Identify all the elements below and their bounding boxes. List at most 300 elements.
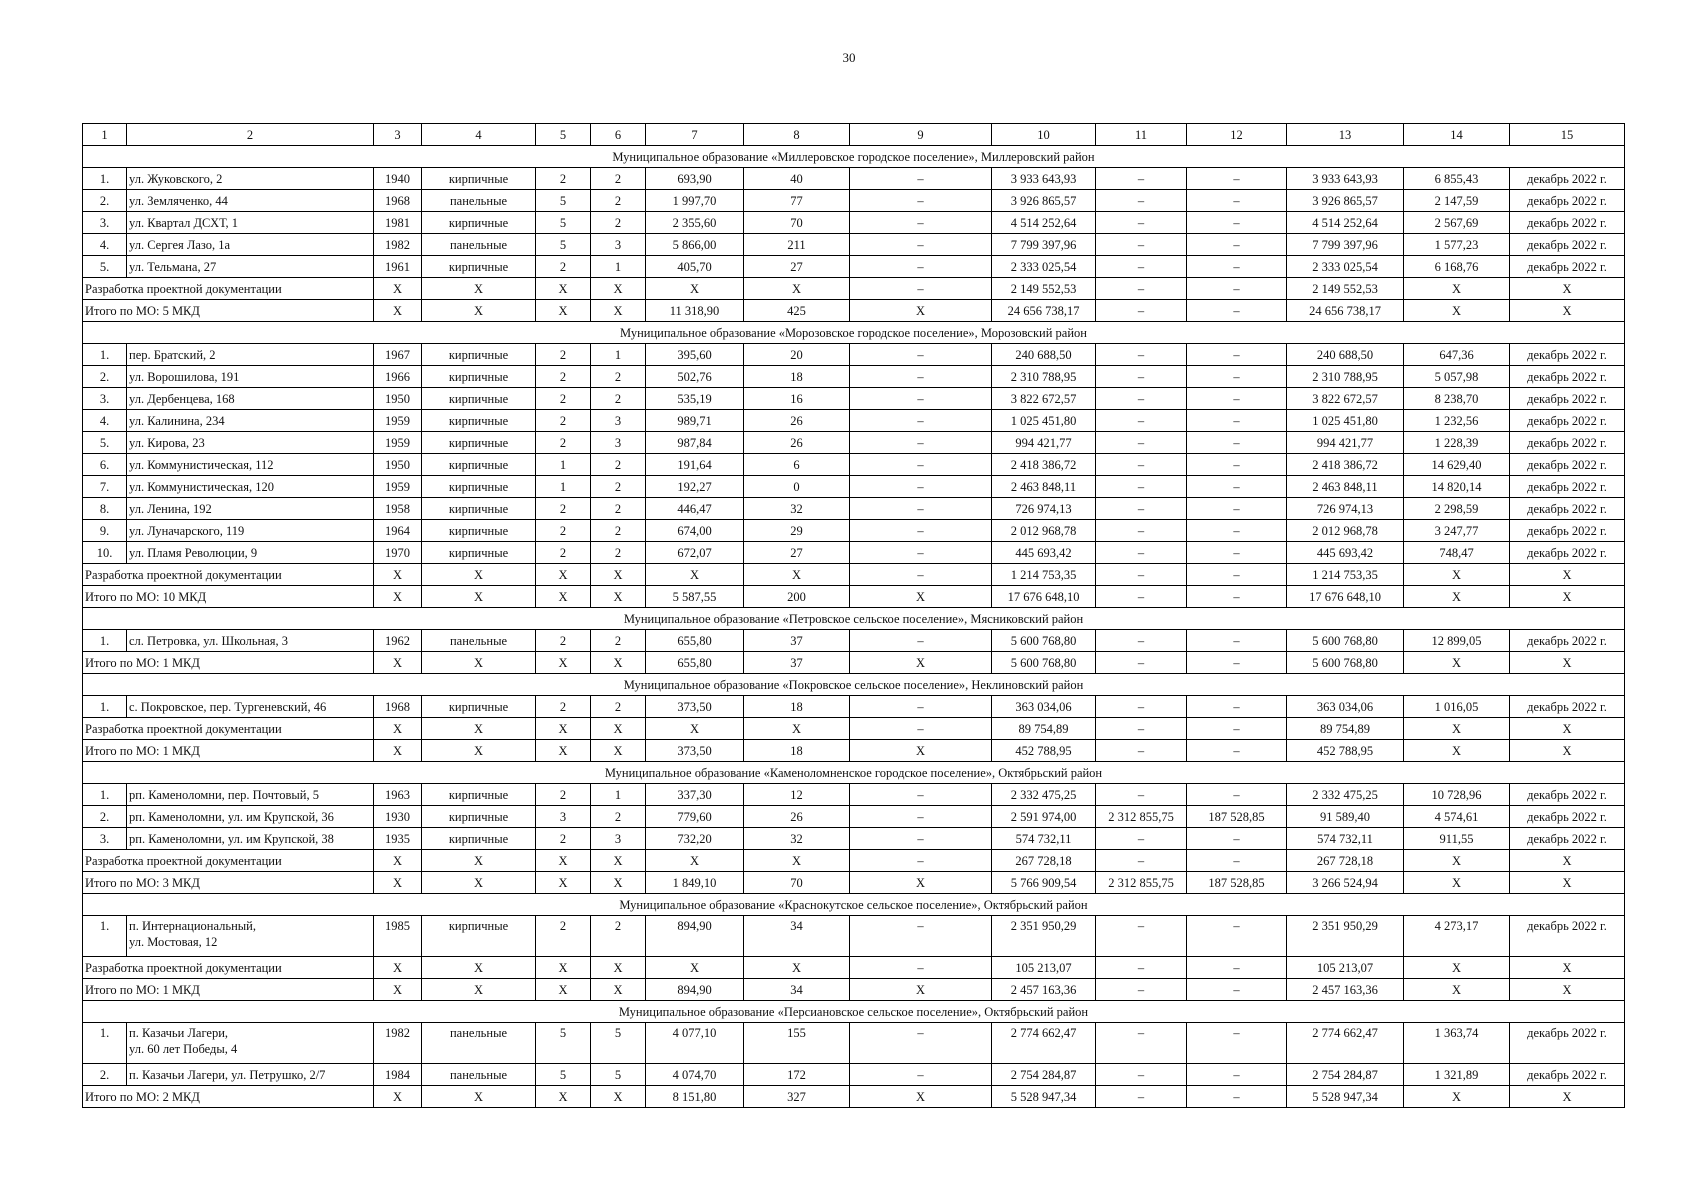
table-cell: – <box>1096 454 1187 476</box>
table-cell: 994 421,77 <box>992 432 1096 454</box>
table-cell: 2 418 386,72 <box>992 454 1096 476</box>
table-cell: 1 577,23 <box>1404 234 1510 256</box>
table-cell: 674,00 <box>646 520 744 542</box>
table-cell: 405,70 <box>646 256 744 278</box>
table-cell: X <box>1510 586 1625 608</box>
table-cell: ул. Луначарского, 119 <box>127 520 374 542</box>
table-cell: декабрь 2022 г. <box>1510 1064 1625 1086</box>
table-cell: декабрь 2022 г. <box>1510 432 1625 454</box>
table-cell: 20 <box>744 344 850 366</box>
table-cell: 6 855,43 <box>1404 168 1510 190</box>
table-cell: X <box>422 586 536 608</box>
table-cell: 34 <box>744 916 850 957</box>
section-title-row <box>83 322 1625 344</box>
table-cell: 14 629,40 <box>1404 454 1510 476</box>
table-cell: 3 <box>374 124 422 146</box>
table-cell: 3 <box>591 410 646 432</box>
table-cell: 5 528 947,34 <box>1287 1086 1404 1108</box>
table-cell: 4 077,10 <box>646 1023 744 1064</box>
table-cell: 655,80 <box>646 652 744 674</box>
table-row <box>83 168 1625 190</box>
table-cell: 2 463 848,11 <box>992 476 1096 498</box>
table-cell: 3 266 524,94 <box>1287 872 1404 894</box>
table-cell: декабрь 2022 г. <box>1510 542 1625 564</box>
table-cell: X <box>536 718 591 740</box>
table-cell: 18 <box>744 696 850 718</box>
table-cell: декабрь 2022 г. <box>1510 256 1625 278</box>
table-cell: X <box>536 278 591 300</box>
table-cell: рп. Каменоломни, пер. Почтовый, 5 <box>127 784 374 806</box>
table-cell: 1985 <box>374 916 422 957</box>
table-cell: кирпичные <box>422 212 536 234</box>
table-cell: 3 <box>591 432 646 454</box>
table-cell: 6 <box>591 124 646 146</box>
table-cell: – <box>850 212 992 234</box>
table-cell: ул. Коммунистическая, 120 <box>127 476 374 498</box>
table-cell: декабрь 2022 г. <box>1510 784 1625 806</box>
table-cell: 1 321,89 <box>1404 1064 1510 1086</box>
table-cell: – <box>1096 740 1187 762</box>
table-cell: – <box>1096 410 1187 432</box>
table-cell: X <box>374 278 422 300</box>
table-cell: 267 728,18 <box>1287 850 1404 872</box>
table-cell: рп. Каменоломни, ул. им Крупской, 36 <box>127 806 374 828</box>
table-cell: X <box>374 564 422 586</box>
table-cell: 1958 <box>374 498 422 520</box>
table-cell: X <box>591 652 646 674</box>
table-cell: 748,47 <box>1404 542 1510 564</box>
table-cell: – <box>1096 190 1187 212</box>
table-cell: Итого по МО: 10 МКД <box>83 586 374 608</box>
table-cell: 655,80 <box>646 630 744 652</box>
table-cell: 32 <box>744 828 850 850</box>
table-cell: 1950 <box>374 388 422 410</box>
table-cell: – <box>850 564 992 586</box>
table-cell: 2 <box>536 256 591 278</box>
table-cell: – <box>1096 300 1187 322</box>
table-cell: Муниципальное образование «Каменоломненское городское поселение», Октябрьский район <box>83 762 1625 784</box>
table-cell: – <box>1187 542 1287 564</box>
table-cell: – <box>850 278 992 300</box>
table-cell: кирпичные <box>422 432 536 454</box>
table-cell: 5 600 768,80 <box>992 630 1096 652</box>
table-cell: 26 <box>744 432 850 454</box>
table-cell: Муниципальное образование «Покровское сельское поселение», Неклиновский район <box>83 674 1625 696</box>
table-cell: X <box>422 718 536 740</box>
table-cell: Итого по МО: 1 МКД <box>83 652 374 674</box>
table-cell: X <box>422 850 536 872</box>
table-cell: 9 <box>850 124 992 146</box>
table-cell: 12 899,05 <box>1404 630 1510 652</box>
table-cell: 70 <box>744 212 850 234</box>
table-cell: Разработка проектной документации <box>83 850 374 872</box>
table-cell: 5 <box>536 234 591 256</box>
table-cell: X <box>1510 740 1625 762</box>
table-cell: X <box>374 586 422 608</box>
table-cell: – <box>850 957 992 979</box>
table-cell: 29 <box>744 520 850 542</box>
table-cell: 5 600 768,80 <box>1287 652 1404 674</box>
table-row <box>83 498 1625 520</box>
table-cell: – <box>850 234 992 256</box>
table-cell: 452 788,95 <box>992 740 1096 762</box>
table-cell: – <box>1187 366 1287 388</box>
table-cell: 3 926 865,57 <box>992 190 1096 212</box>
table-cell: – <box>850 498 992 520</box>
table-cell: 32 <box>744 498 850 520</box>
table-cell: кирпичные <box>422 476 536 498</box>
table-cell: 1 <box>591 256 646 278</box>
table-cell: 337,30 <box>646 784 744 806</box>
table-cell: 2 149 552,53 <box>1287 278 1404 300</box>
table-cell: 2 <box>536 410 591 432</box>
total-row <box>83 872 1625 894</box>
table-cell: X <box>1404 652 1510 674</box>
table-cell: – <box>1187 1064 1287 1086</box>
table-cell: 89 754,89 <box>1287 718 1404 740</box>
table-cell: 5 <box>536 1023 591 1064</box>
table-cell: 732,20 <box>646 828 744 850</box>
table-cell: X <box>591 872 646 894</box>
table-cell: 2 774 662,47 <box>1287 1023 1404 1064</box>
table-cell: X <box>374 300 422 322</box>
table-cell: – <box>850 256 992 278</box>
table-cell: 12 <box>744 784 850 806</box>
table-cell: 1 <box>536 454 591 476</box>
table-cell: Разработка проектной документации <box>83 718 374 740</box>
table-cell: X <box>591 1086 646 1108</box>
table-cell: 7. <box>83 476 127 498</box>
table-cell: X <box>744 850 850 872</box>
table-cell: – <box>850 432 992 454</box>
table-cell: 1 <box>591 784 646 806</box>
table-cell: X <box>1404 979 1510 1001</box>
table-cell: 6. <box>83 454 127 476</box>
table-cell: – <box>1187 278 1287 300</box>
table-cell: 2 754 284,87 <box>992 1064 1096 1086</box>
table-cell: 1970 <box>374 542 422 564</box>
table-cell: X <box>1404 300 1510 322</box>
table-cell: 105 213,07 <box>1287 957 1404 979</box>
table-row <box>83 410 1625 432</box>
table-cell: 1964 <box>374 520 422 542</box>
table-cell: 5 057,98 <box>1404 366 1510 388</box>
table-cell: п. Интернациональный, ул. Мостовая, 12 <box>127 916 374 957</box>
table-cell: – <box>1096 630 1187 652</box>
table-cell: 5 600 768,80 <box>992 652 1096 674</box>
table-body <box>83 124 1625 1108</box>
table-cell: 2 <box>591 520 646 542</box>
table-cell: 363 034,06 <box>1287 696 1404 718</box>
table-cell: панельные <box>422 234 536 256</box>
table-cell: 3 <box>536 806 591 828</box>
table-cell: – <box>1187 652 1287 674</box>
table-cell: – <box>850 366 992 388</box>
table-cell: 2 147,59 <box>1404 190 1510 212</box>
table-cell: Муниципальное образование «Персиановское сельское поселение», Октябрьский район <box>83 1001 1625 1023</box>
section-title-row <box>83 674 1625 696</box>
table-cell: X <box>646 718 744 740</box>
table-cell: X <box>850 586 992 608</box>
table-cell: кирпичные <box>422 828 536 850</box>
table-cell: 37 <box>744 630 850 652</box>
table-cell: 1 <box>83 124 127 146</box>
total-row <box>83 300 1625 322</box>
table-cell: 2 <box>127 124 374 146</box>
table-cell: 4 <box>422 124 536 146</box>
table-cell: X <box>744 957 850 979</box>
table-cell: 27 <box>744 256 850 278</box>
table-cell: 3. <box>83 828 127 850</box>
table-cell: 5 600 768,80 <box>1287 630 1404 652</box>
table-cell: – <box>1096 1023 1187 1064</box>
table-cell: – <box>1187 630 1287 652</box>
table-cell: 1982 <box>374 234 422 256</box>
section-title-row <box>83 762 1625 784</box>
table-cell: – <box>850 784 992 806</box>
table-cell: сл. Петровка, ул. Школьная, 3 <box>127 630 374 652</box>
table-cell: 2 333 025,54 <box>1287 256 1404 278</box>
table-cell: X <box>591 957 646 979</box>
table-cell: панельные <box>422 1064 536 1086</box>
table-row <box>83 432 1625 454</box>
table-cell: X <box>744 564 850 586</box>
table-cell: – <box>1187 520 1287 542</box>
table-cell: – <box>850 850 992 872</box>
table-cell: X <box>536 979 591 1001</box>
table-cell: кирпичные <box>422 784 536 806</box>
table-cell: – <box>1187 1086 1287 1108</box>
table-cell: 1959 <box>374 410 422 432</box>
table-cell: X <box>536 564 591 586</box>
table-cell: 105 213,07 <box>992 957 1096 979</box>
table-cell: декабрь 2022 г. <box>1510 806 1625 828</box>
table-cell: 2 <box>591 454 646 476</box>
table-cell: – <box>850 1064 992 1086</box>
table-cell: X <box>744 278 850 300</box>
table-row <box>83 806 1625 828</box>
table-cell: 40 <box>744 168 850 190</box>
table-cell: – <box>850 542 992 564</box>
table-cell: 373,50 <box>646 696 744 718</box>
table-cell: – <box>1096 564 1187 586</box>
total-row <box>83 1086 1625 1108</box>
table-cell: 2 457 163,36 <box>992 979 1096 1001</box>
table-cell: Разработка проектной документации <box>83 957 374 979</box>
table-cell: 2 <box>536 916 591 957</box>
table-cell: 5. <box>83 256 127 278</box>
table-cell: 2 <box>536 784 591 806</box>
table-cell: 2 774 662,47 <box>992 1023 1096 1064</box>
table-cell: X <box>1510 300 1625 322</box>
table-row <box>83 190 1625 212</box>
table-cell: – <box>1187 344 1287 366</box>
table-cell: 3 926 865,57 <box>1287 190 1404 212</box>
table-cell: ул. Сергея Лазо, 1а <box>127 234 374 256</box>
table-cell: 2 <box>536 498 591 520</box>
table-cell: 17 676 648,10 <box>992 586 1096 608</box>
table-cell: кирпичные <box>422 454 536 476</box>
table-cell: 2 <box>591 212 646 234</box>
table-cell: кирпичные <box>422 916 536 957</box>
table-cell: 1950 <box>374 454 422 476</box>
page-number: 30 <box>842 50 856 65</box>
table-cell: декабрь 2022 г. <box>1510 630 1625 652</box>
table-cell: декабрь 2022 г. <box>1510 212 1625 234</box>
table-cell: 1. <box>83 344 127 366</box>
table-cell: X <box>422 872 536 894</box>
table-cell: 10 728,96 <box>1404 784 1510 806</box>
table-cell: – <box>1187 957 1287 979</box>
table-cell: – <box>1096 718 1187 740</box>
table-cell: 15 <box>1510 124 1625 146</box>
table-cell: 1. <box>83 630 127 652</box>
table-cell: Итого по МО: 3 МКД <box>83 872 374 894</box>
table-row <box>83 454 1625 476</box>
table-cell: 14 <box>1404 124 1510 146</box>
table-cell: 26 <box>744 410 850 432</box>
table-cell: Муниципальное образование «Петровское сельское поселение», Мясниковский район <box>83 608 1625 630</box>
table-cell: – <box>1096 520 1187 542</box>
table-cell: 574 732,11 <box>992 828 1096 850</box>
table-cell: X <box>536 1086 591 1108</box>
table-cell: кирпичные <box>422 542 536 564</box>
table-cell: 14 820,14 <box>1404 476 1510 498</box>
table-cell: 2. <box>83 1064 127 1086</box>
table-cell: X <box>536 872 591 894</box>
table-cell: 502,76 <box>646 366 744 388</box>
table-cell: 1 228,39 <box>1404 432 1510 454</box>
table-row <box>83 520 1625 542</box>
table-cell: ул. Пламя Революции, 9 <box>127 542 374 564</box>
table-cell: 8. <box>83 498 127 520</box>
table-cell: 911,55 <box>1404 828 1510 850</box>
table-cell: 70 <box>744 872 850 894</box>
table-cell: 2 418 386,72 <box>1287 454 1404 476</box>
table-row <box>83 630 1625 652</box>
table-cell: – <box>1096 784 1187 806</box>
table-cell: 200 <box>744 586 850 608</box>
table-cell: кирпичные <box>422 520 536 542</box>
table-cell: – <box>1187 168 1287 190</box>
table-cell: 2 <box>591 806 646 828</box>
table-cell: 2 312 855,75 <box>1096 806 1187 828</box>
table-cell: 2 332 475,25 <box>1287 784 1404 806</box>
table-cell: – <box>1096 278 1187 300</box>
table-cell: X <box>1404 278 1510 300</box>
table-cell: ул. Ленина, 192 <box>127 498 374 520</box>
table-cell: 994 421,77 <box>1287 432 1404 454</box>
table-cell: 6 168,76 <box>1404 256 1510 278</box>
table-cell: X <box>591 586 646 608</box>
section-title-row <box>83 1001 1625 1023</box>
table-cell: – <box>1096 586 1187 608</box>
table-cell: 1962 <box>374 630 422 652</box>
table-cell: X <box>646 957 744 979</box>
table-cell: 2 312 855,75 <box>1096 872 1187 894</box>
table-cell: – <box>1096 366 1187 388</box>
table-cell: 2 <box>536 388 591 410</box>
table-cell: 779,60 <box>646 806 744 828</box>
section-title-row <box>83 146 1625 168</box>
table-cell: – <box>1096 344 1187 366</box>
table-cell: – <box>850 388 992 410</box>
table-cell: – <box>1187 1023 1287 1064</box>
table-cell: 26 <box>744 806 850 828</box>
table-row <box>83 1023 1625 1064</box>
table-row <box>83 344 1625 366</box>
table-cell: X <box>1404 586 1510 608</box>
table-cell: 693,90 <box>646 168 744 190</box>
table-cell: 2 351 950,29 <box>992 916 1096 957</box>
table-cell: кирпичные <box>422 366 536 388</box>
table-cell: 1 <box>536 476 591 498</box>
table-cell: 445 693,42 <box>1287 542 1404 564</box>
table-cell: ул. Кирова, 23 <box>127 432 374 454</box>
table-cell: X <box>850 872 992 894</box>
table-cell: 5 587,55 <box>646 586 744 608</box>
table-cell: 2 <box>536 168 591 190</box>
table-cell: 7 799 397,96 <box>992 234 1096 256</box>
table-cell: 11 318,90 <box>646 300 744 322</box>
table-cell: 0 <box>744 476 850 498</box>
table-cell: декабрь 2022 г. <box>1510 190 1625 212</box>
table-cell: 2 310 788,95 <box>992 366 1096 388</box>
table-cell: X <box>422 652 536 674</box>
table-cell: X <box>1404 850 1510 872</box>
table-cell: X <box>1510 850 1625 872</box>
table-cell: 27 <box>744 542 850 564</box>
table-cell: – <box>850 344 992 366</box>
table-cell: 10 <box>992 124 1096 146</box>
table-cell: – <box>1096 957 1187 979</box>
table-cell: 9. <box>83 520 127 542</box>
table-cell: 2 <box>536 366 591 388</box>
table-row <box>83 916 1625 957</box>
table-row <box>83 696 1625 718</box>
table-cell: 2 <box>591 542 646 564</box>
table-cell: 1967 <box>374 344 422 366</box>
table-cell: декабрь 2022 г. <box>1510 388 1625 410</box>
table-row <box>83 234 1625 256</box>
table-cell: 1. <box>83 168 127 190</box>
table-cell: X <box>536 850 591 872</box>
table-cell: ул. Тельмана, 27 <box>127 256 374 278</box>
table-cell: 4 074,70 <box>646 1064 744 1086</box>
table-cell: 726 974,13 <box>992 498 1096 520</box>
table-cell: 395,60 <box>646 344 744 366</box>
table-cell: X <box>422 278 536 300</box>
table-cell: декабрь 2022 г. <box>1510 410 1625 432</box>
table-cell: 18 <box>744 366 850 388</box>
table-cell: 155 <box>744 1023 850 1064</box>
table-cell: 1 214 753,35 <box>1287 564 1404 586</box>
table-cell: кирпичные <box>422 410 536 432</box>
table-cell: Муниципальное образование «Краснокутское сельское поселение», Октябрьский район <box>83 894 1625 916</box>
table-cell: X <box>744 718 850 740</box>
table-cell: X <box>1510 652 1625 674</box>
table-cell: Итого по МО: 1 МКД <box>83 979 374 1001</box>
table-cell: – <box>1187 388 1287 410</box>
housing-repair-table <box>82 123 1625 1108</box>
total-row <box>83 979 1625 1001</box>
table-cell: 373,50 <box>646 740 744 762</box>
table-cell: 24 656 738,17 <box>992 300 1096 322</box>
table-cell: – <box>1187 190 1287 212</box>
table-cell: декабрь 2022 г. <box>1510 366 1625 388</box>
table-cell: 2 <box>536 520 591 542</box>
table-cell: – <box>1096 979 1187 1001</box>
